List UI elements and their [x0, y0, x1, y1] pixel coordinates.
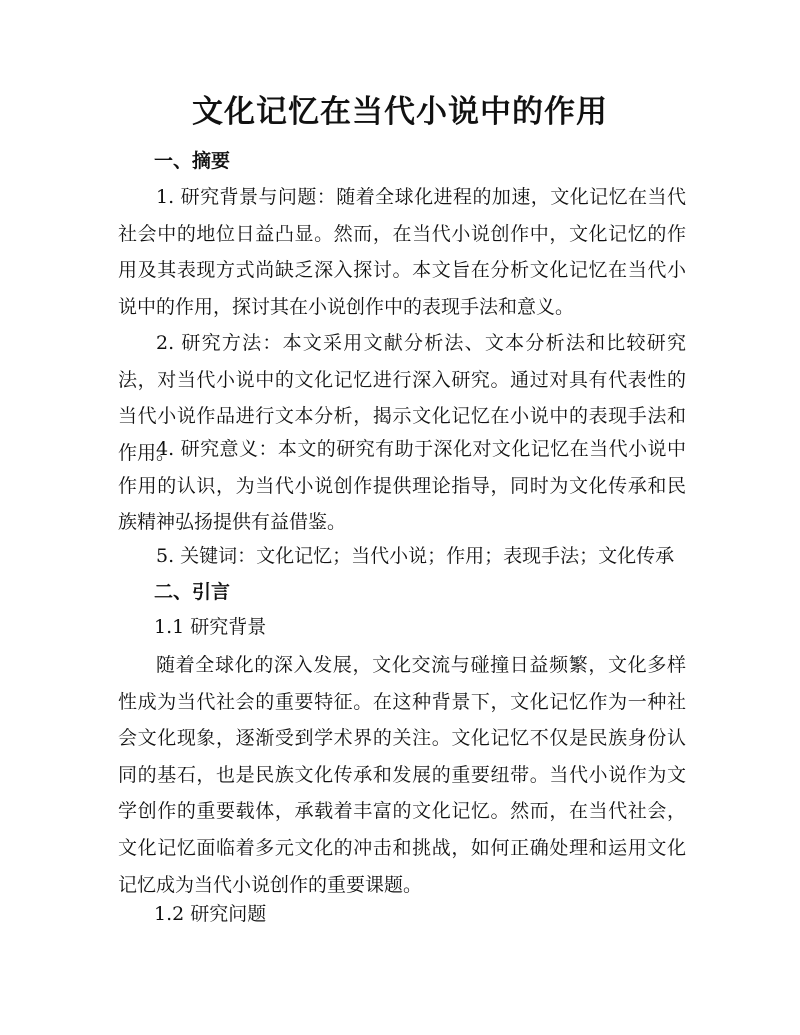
- abstract-item-keywords: 5. 关键词：文化记忆；当代小说；作用；表现手法；文化传承: [156, 545, 675, 567]
- abstract-item-background: 1. 研究背景与问题：随着全球化进程的加速，文化记忆在当代社会中的地位日益凸显。然而，在当代小说创作中，文化记忆的作用及其表现方式尚缺乏深入探讨。本文旨在分析文化记忆在当代小说中的作用，探讨其在小说创作中的表现手法和意义。: [118, 186, 686, 318]
- subsection-heading-background: 1.1 研究背景: [154, 616, 267, 638]
- document-title: 文化记忆在当代小说中的作用: [192, 94, 608, 130]
- section-heading-introduction: 二、引言: [154, 581, 231, 603]
- subsection-paragraph-background: 随着全球化的深入发展，文化交流与碰撞日益频繁，文化多样性成为当代社会的重要特征。在这种背景下，文化记忆作为一种社会文化现象，逐渐受到学术界的关注。文化记忆不仅是民族身份认同的基石，也是民族文化传承和发展的重要纽带。当代小说作为文学创作的重要载体，承载着丰富的文化记忆。然而，在当代社会，文化记忆面临着多元文化的冲击和挑战，如何正确处理和运用文化记忆成为当代小说创作的重要课题。: [118, 654, 686, 896]
- section-heading-abstract: 一、摘要: [154, 150, 231, 172]
- subsection-heading-questions: 1.2 研究问题: [154, 903, 267, 925]
- abstract-item-method: 2. 研究方法：本文采用文献分析法、文本分析法和比较研究法，对当代小说中的文化记忆进行深入研究。通过对具有代表性的当代小说作品进行文本分析，揭示文化记忆在小说中的表现手法和作用。: [118, 332, 686, 464]
- abstract-item-significance: 4. 研究意义：本文的研究有助于深化对文化记忆在当代小说中作用的认识，为当代小说创作提供理论指导，同时为文化传承和民族精神弘扬提供有益借鉴。: [118, 438, 686, 534]
